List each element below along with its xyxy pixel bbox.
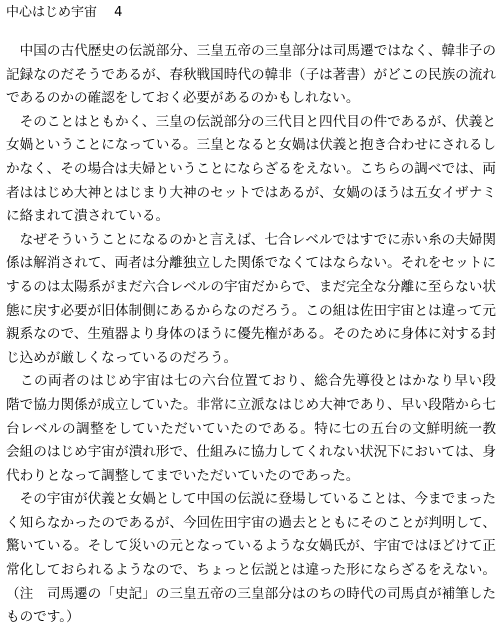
text-line: 親系なので、生殖器より身体のほうに優先権がある。そのために身体に対する封: [6, 326, 496, 343]
text-line: 記録なのだそうであるが、春秋戦国時代の韓非（子は著書）がどこの民族の流れ: [6, 66, 496, 83]
text-line: 台レベルの調整をしていただいていたのである。特に七の五台の文鮮明統一教: [6, 420, 496, 437]
text-line: じ込めが厳しくなっているのだろう。: [6, 349, 238, 366]
text-line: く知らなかったのであるが、今回佐田宇宙の過去とともにそのことが判明して、: [6, 514, 496, 531]
text-line: 態に戻す必要が旧体制側にあるからなのだろう。この組は佐田宇宙とは違って元: [6, 302, 496, 319]
text-line: 階で協力関係が成立していた。非常に立派なはじめ大神であり、早い段階から七: [6, 396, 496, 413]
text-line: に絡まれて潰されている。: [6, 208, 170, 225]
text-line: 女媧ということになっている。三皇となると女媧は伏義と抱き合わせにされるし: [6, 137, 496, 154]
text-line: 驚いている。そして災いの元となっているような女媧氏が、宇宙ではほどけて正: [6, 538, 496, 555]
text-line: 係は解消されて、両者は分離独立した関係でなくてはならない。それをセットに: [6, 255, 496, 272]
text-line: であるのかの確認をしておく必要があるのかもしれない。: [6, 90, 360, 107]
text-line: この両者のはじめ宇宙は七の六台位置ており、総合先導役とはかなり早い段: [6, 373, 496, 390]
text-line: ものです。）: [6, 609, 80, 626]
text-line: 会組のはじめ宇宙が潰れ形で、仕組みに協力してくれない状況下においては、身: [6, 444, 496, 461]
text-line: するのは太陽系がまだ六合レベルの宇宙だからで、まだ完全な分離に至らない状: [6, 278, 496, 295]
text-line: 代わりとなって調整してまでいただいていたのであった。: [6, 467, 360, 484]
text-line: そのことはともかく、三皇の伝説部分の三代目と四代目の件であるが、伏義と: [6, 113, 496, 130]
text-line: 者ははじめ大神とはじまり大神のセットではあるが、女媧のほうは五女イザナミ: [6, 184, 496, 201]
text-line: 常化しておられるようなので、ちょっと伝説とは違った形にならざるをえない。: [6, 562, 496, 579]
text-line: かなく、その場合は夫婦ということにならざるをえない。こちらの調べでは、両: [6, 160, 496, 177]
body-text: [6, 40, 496, 630]
page-title: 中心はじめ宇宙 4: [6, 5, 123, 20]
text-line: （注 司馬遷の「史記」の三皇五帝の三皇部分はのちの時代の司馬貞が補筆した: [6, 585, 496, 602]
text-line: 中国の古代歴史の伝説部分、三皇五帝の三皇部分は司馬遷ではなく、韓非子の: [6, 43, 496, 59]
text-line: なぜそういうことになるのかと言えば、七合レベルではすでに赤い糸の夫婦関: [6, 231, 496, 248]
text-line: その宇宙が伏義と女媧として中国の伝説に登場していることは、今までまった: [6, 491, 496, 508]
